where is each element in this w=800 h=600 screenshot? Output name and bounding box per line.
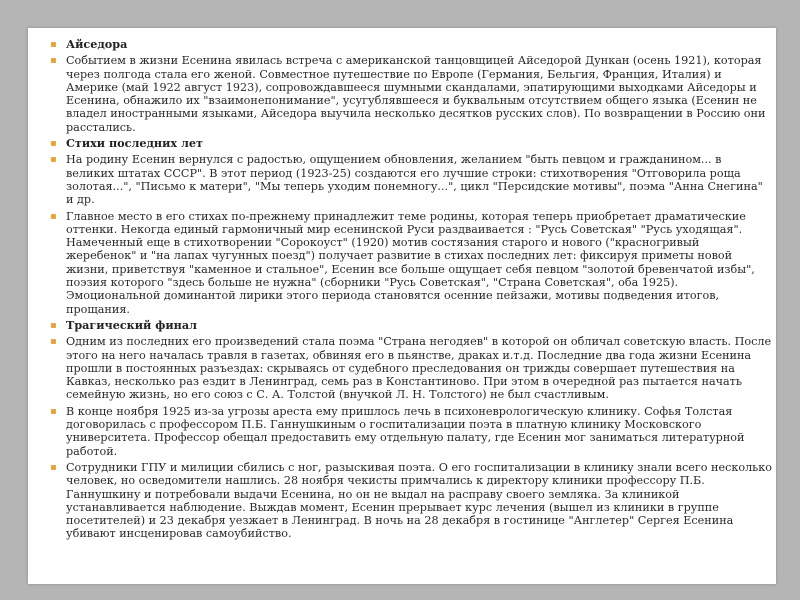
- paragraph-text: Сотрудники ГПУ и милиции сбились с ног, разыскивая поэта. О его госпитализации в клинику знали всего несколько человек, но осведомители нашлись. 28 ноября чекисты примчались к директору клиники профессору П.Б. Ганнушкину и потребовали выдачи Есенина, но он не выдал на расправу своего земляка. За клиникой устанавливается наблюдение. Выждав момент, Есенин прерывает курс лечения (вышел из клиники в группе посетителей) и 23 декабря уезжает в Ленинград. В ночь на 28 декабря в гостинице "Англетер" Сергея Есенина убивают инсценировав самоубийство.: [66, 460, 772, 541]
- paragraph-text: На родину Есенин вернулся с радостью, ощущением обновления, желанием "быть певцом и гражданином... в великих штатах СССР". В этот период (1923-25) создаются его лучшие строки: стихотворения "Отговорила роща золотая...", "Письмо к матери", "Мы теперь уходим понемногу...", цикл "Персидские мотивы", поэма "Анна Снегина" и др.: [66, 153, 763, 207]
- bullet-icon: [51, 214, 56, 219]
- paragraph-text: Главное место в его стихах по-прежнему принадлежит теме родины, которая теперь приобретает драматические оттенки. Некогда единый гармоничный мир есенинской Руси раздваивается : "Русь Советская" "Русь уходящая". Намеченный еще в стихотворении "Сорокоуст" (1920) мотив состязания старого и нового ("красногривый жеребенок" и "на лапах чугунных поезд") получает развитие в стихах последних лет: фиксируя приметы новой жизни, приветствуя "каменное и стальное", Есенин все больше ощущает себя певцом "золотой бревенчатой избы", поэзия которого "здесь больше не нужна" (сборники "Русь Советская", "Страна Советская", оба 1925). Эмоциональной доминантой лирики этого периода становятся осенние пейзажи, мотивы подведения итогов, прощания.: [66, 209, 755, 316]
- heading-text: Стихи последних лет: [66, 136, 203, 151]
- bullet-icon: [51, 323, 56, 328]
- paragraph-text: Событием в жизни Есенина явилась встреча с американской танцовщицей Айседорой Дункан (осень 1921), которая через полгода стала его женой. Совместное путешествие по Европе (Германия, Бельгия, Франция, Италия) и Америке (май 1922 август 1923), сопровождавшееся шумными скандалами, эпатирующими выходками Айседоры и Есенина, обнажило их "взаимонепонимание", усугублявшееся и буквальным отсутствием общего языка (Есенин не владел иностранными языками, Айседора выучила несколько десятков русских слов). По возвращении в Россию они расстались.: [66, 54, 766, 134]
- paragraph: [50, 210, 772, 316]
- bullet-icon: [51, 409, 56, 414]
- paragraph: [50, 405, 772, 458]
- paragraph: [50, 461, 772, 541]
- bullet-icon: [51, 42, 56, 47]
- bullet-icon: [51, 157, 56, 162]
- paragraph-text: Одним из последних его произведений стала поэма "Страна негодяев" в которой он обличал советскую власть. После этого на него началась травля в газетах, обвиняя его в пьянстве, драках и.т.д. Последние два года жизни Есенина прошли в постоянных разъездах: скрываясь от судебного преследования он трижды совершает путешествия на Кавказ, несколько раз ездит в Ленинград, семь раз в Константиново. При этом в очередной раз пытается начать семейную жизнь, но его союз с С. А. Толстой (внучкой Л. Н. Толстого) не был счастливым.: [66, 335, 772, 402]
- heading-text: Трагический финал: [66, 317, 197, 332]
- section-heading-tragic-finale: [50, 319, 772, 332]
- bullet-icon: [51, 465, 56, 470]
- paragraph: [50, 54, 772, 134]
- slide: [28, 28, 776, 584]
- slide-content: [50, 38, 772, 544]
- bullet-icon: [51, 58, 56, 63]
- bullet-icon: [51, 141, 56, 146]
- paragraph: [50, 335, 772, 401]
- section-heading-last-poems: [50, 137, 772, 150]
- paragraph-text: В конце ноября 1925 из-за угрозы ареста ему пришлось лечь в психоневрологическую клинику. Софья Толстая договорилась с профессором П.Б. Ганнушкиным о госпитализации поэта в платную клинику Московского университета. Профессор обещал предоставить ему отдельную палату, где Есенин мог заниматься литературной работой.: [66, 404, 745, 458]
- bullet-icon: [51, 339, 56, 344]
- heading-text: Айседора: [66, 37, 128, 51]
- paragraph: [50, 153, 772, 206]
- section-heading-aisedora: [50, 38, 772, 51]
